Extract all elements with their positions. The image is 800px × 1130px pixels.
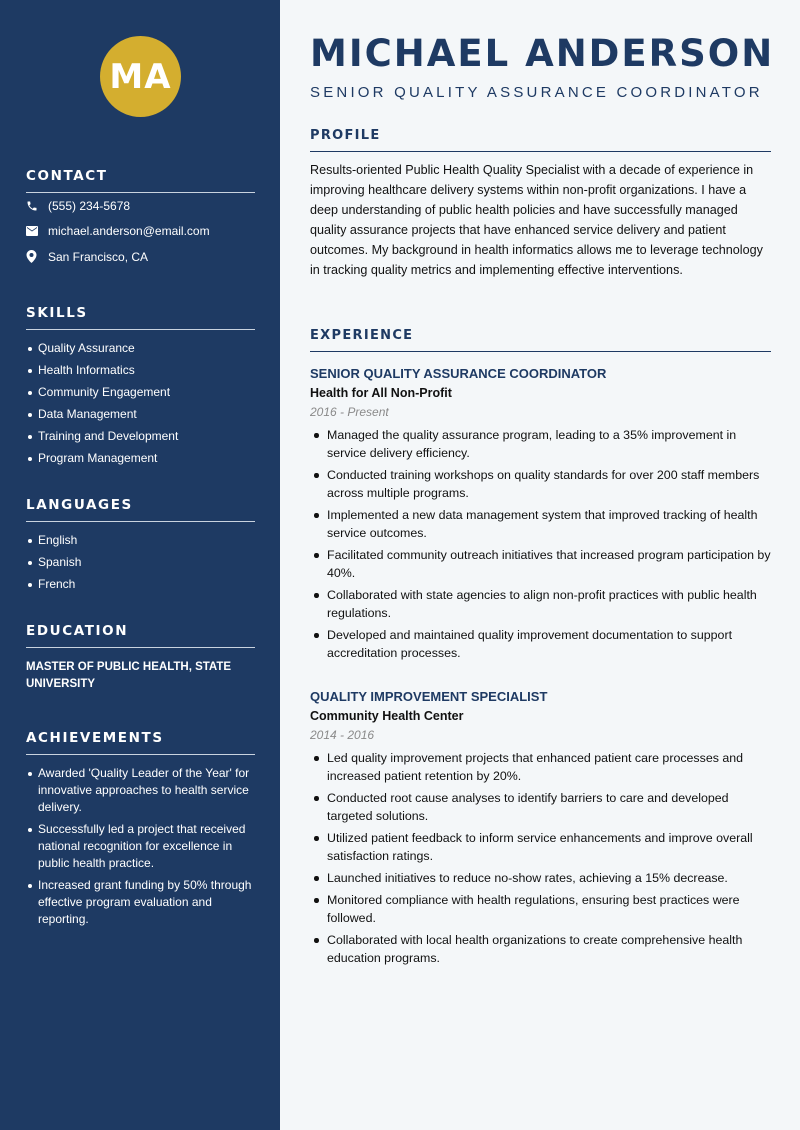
languages-heading: LANGUAGES	[26, 497, 255, 522]
achievement-item: Increased grant funding by 50% through effective program evaluation and reporting.	[26, 877, 255, 928]
job-bullet: Monitored compliance with health regulations, ensuring best practices were followed.	[310, 891, 771, 927]
experience-heading: EXPERIENCE	[310, 328, 771, 352]
location-pin-icon	[26, 250, 48, 263]
achievements-list	[26, 765, 255, 928]
profile-heading: PROFILE	[310, 128, 771, 152]
profile-section	[310, 128, 771, 280]
candidate-name: MICHAEL ANDERSON	[310, 32, 775, 75]
language-item: English	[26, 532, 255, 549]
skills-section	[26, 305, 255, 472]
job-bullet: Facilitated community outreach initiatives that increased program participation by 40%.	[310, 546, 771, 582]
phone-icon	[26, 200, 48, 212]
job-dates: 2014 - 2016	[310, 728, 375, 742]
achievement-item: Awarded 'Quality Leader of the Year' for innovative approaches to health service delivery.	[26, 765, 255, 816]
achievements-section	[26, 730, 255, 933]
job-entry	[310, 689, 771, 971]
experience-section	[310, 328, 771, 352]
languages-list	[26, 532, 255, 593]
job-bullets	[310, 749, 771, 967]
job-bullet: Collaborated with local health organizations to create comprehensive health education programs.	[310, 931, 771, 967]
skill-item: Data Management	[26, 406, 255, 423]
email-icon	[26, 226, 48, 236]
avatar: MA	[100, 36, 181, 117]
job-entry	[310, 366, 771, 666]
job-bullet: Led quality improvement projects that enhanced patient care processes and increased patient retention by 20%.	[310, 749, 771, 785]
email-text: michael.anderson@email.com	[48, 224, 210, 239]
language-item: French	[26, 576, 255, 593]
achievements-heading: ACHIEVEMENTS	[26, 730, 255, 755]
contact-phone	[26, 193, 255, 219]
job-company: Health for All Non-Profit	[310, 386, 452, 400]
education-heading: EDUCATION	[26, 623, 255, 648]
profile-text: Results-oriented Public Health Quality Specialist with a decade of experience in improving healthcare delivery systems within non-profit organizations. I have a deep understanding of public health policies and have successfully managed quality assurance projects that have enhanced service delivery and patient outcomes. My background in health informatics allows me to leverage technology in tracking quality metrics and implementing effective interventions.	[310, 163, 763, 277]
skill-item: Community Engagement	[26, 384, 255, 401]
job-bullet: Implemented a new data management system that improved tracking of health service outcomes.	[310, 506, 771, 542]
job-bullet: Developed and maintained quality improvement documentation to support accreditation processes.	[310, 626, 771, 662]
languages-section	[26, 497, 255, 598]
job-bullet: Utilized patient feedback to inform service enhancements and improve overall satisfaction ratings.	[310, 829, 771, 865]
job-title: SENIOR QUALITY ASSURANCE COORDINATOR	[310, 366, 607, 381]
skill-item: Program Management	[26, 450, 255, 467]
job-bullet: Conducted root cause analyses to identify barriers to care and developed targeted solutions.	[310, 789, 771, 825]
sidebar	[0, 0, 280, 1130]
contact-email	[26, 219, 255, 245]
contact-heading: CONTACT	[26, 168, 255, 193]
contact-section	[26, 168, 255, 270]
education-degree: MASTER OF PUBLIC HEALTH, STATE UNIVERSITY	[26, 661, 232, 690]
job-company: Community Health Center	[310, 709, 464, 723]
job-bullets	[310, 426, 771, 662]
job-dates: 2016 - Present	[310, 405, 389, 419]
skill-item: Health Informatics	[26, 362, 255, 379]
location-text: San Francisco, CA	[48, 249, 149, 264]
job-bullet: Launched initiatives to reduce no-show rates, achieving a 15% decrease.	[310, 869, 771, 887]
skills-list	[26, 340, 255, 467]
education-section	[26, 623, 255, 693]
skill-item: Training and Development	[26, 428, 255, 445]
achievement-item: Successfully led a project that received national recognition for excellence in public health practice.	[26, 821, 255, 872]
language-item: Spanish	[26, 554, 255, 571]
candidate-title: SENIOR QUALITY ASSURANCE COORDINATOR	[310, 84, 763, 101]
skills-heading: SKILLS	[26, 305, 255, 330]
job-bullet: Conducted training workshops on quality standards for over 200 staff members across multiple programs.	[310, 466, 771, 502]
contact-location	[26, 244, 255, 270]
skill-item: Quality Assurance	[26, 340, 255, 357]
phone-text: (555) 234-5678	[48, 198, 131, 213]
job-bullet: Collaborated with state agencies to align non-profit practices with public health regulations.	[310, 586, 771, 622]
job-bullet: Managed the quality assurance program, leading to a 35% improvement in service delivery efficiency.	[310, 426, 771, 462]
job-title: QUALITY IMPROVEMENT SPECIALIST	[310, 689, 548, 704]
